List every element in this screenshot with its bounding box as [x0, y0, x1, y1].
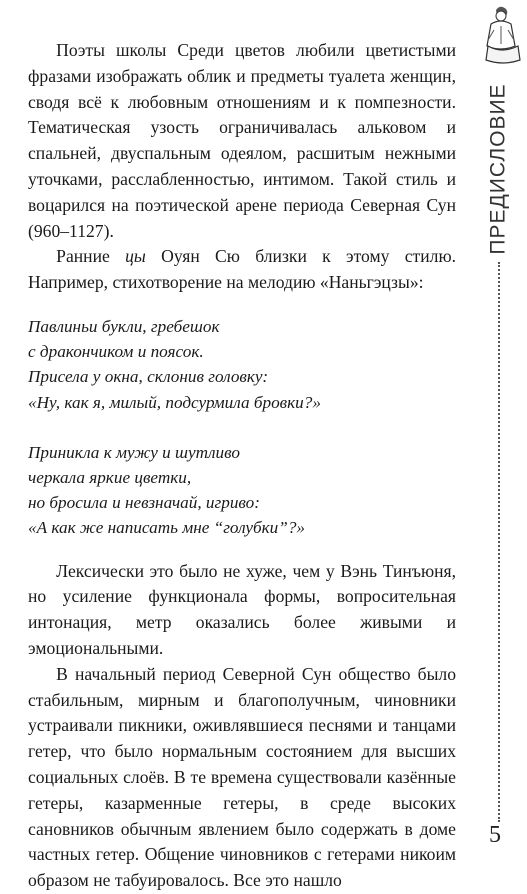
poem-line: Павлиньи букли, гребешок — [28, 316, 220, 336]
paragraph-2-start: Ранние — [56, 246, 126, 267]
poem-line: «А как же написать мне “голубки”?» — [28, 518, 306, 538]
side-margin — [467, 0, 527, 858]
paragraph-4: В начальный период Северной Сун общество было стабильным, мирным и благополучным, чиновники устраивали пикники, оживлявшиеся песнями и танцами гетер, что было нормальным состоянием для высших социальных слоёв. В те времена существовали казённые гетеры, казарменные гетеры, в среде высоких сановников обычным явлением было содержать в доме частных гетер. Общение чиновников с гетерами никоим образом не табуировалось. Все это нашло — [28, 663, 456, 891]
poem-line: черкала яркие цветки, — [28, 467, 192, 487]
poem-line: с дракончиком и поясок. — [28, 342, 204, 362]
page-number: 5 — [489, 822, 501, 848]
poem-stanza-1 — [28, 314, 456, 415]
poem-line: но бросила и невзначай, игриво: — [28, 493, 260, 513]
paragraph-3: Лексически это было не хуже, чем у Вэнь Тинъюня, но усиление функционала формы, вопросительная интонация, метр оказались более живыми и эмоциональными. — [28, 560, 456, 658]
figure-illustration-icon — [476, 2, 524, 66]
running-head — [479, 84, 519, 254]
paragraph-2 — [28, 244, 456, 296]
poem-line: Присела у окна, склонив головку: — [28, 367, 269, 387]
poem-line: Приникла к мужу и шутливо — [28, 442, 240, 462]
paragraph-1: Поэты школы Среди цветов любили цветистыми фразами изображать облик и предметы туалета женщин, сводя всё к любовным отношениям и к помпезности. Тематическая узость ограничивалась альковом и спальней, двуспальным одеялом, расшитым нежными уточками, расслабленностью, интимом. Такой стиль и воцарился на поэтической арене периода Северная Сун (960–1127). — [28, 40, 456, 241]
ci-term: цы — [125, 246, 146, 267]
paragraph-2-end: Оуян Сю близки к этому стилю. Например, стихотворение на мелодию «Наньгэцзы»: — [28, 246, 456, 293]
poem — [28, 314, 456, 541]
dotted-rule — [498, 262, 500, 822]
running-head-text: ПРЕДИСЛОВИЕ — [487, 83, 510, 255]
poem-stanza-2 — [28, 440, 456, 541]
main-text — [28, 38, 456, 894]
poem-line: «Ну, как я, милый, подсурмила бровки?» — [28, 392, 321, 412]
